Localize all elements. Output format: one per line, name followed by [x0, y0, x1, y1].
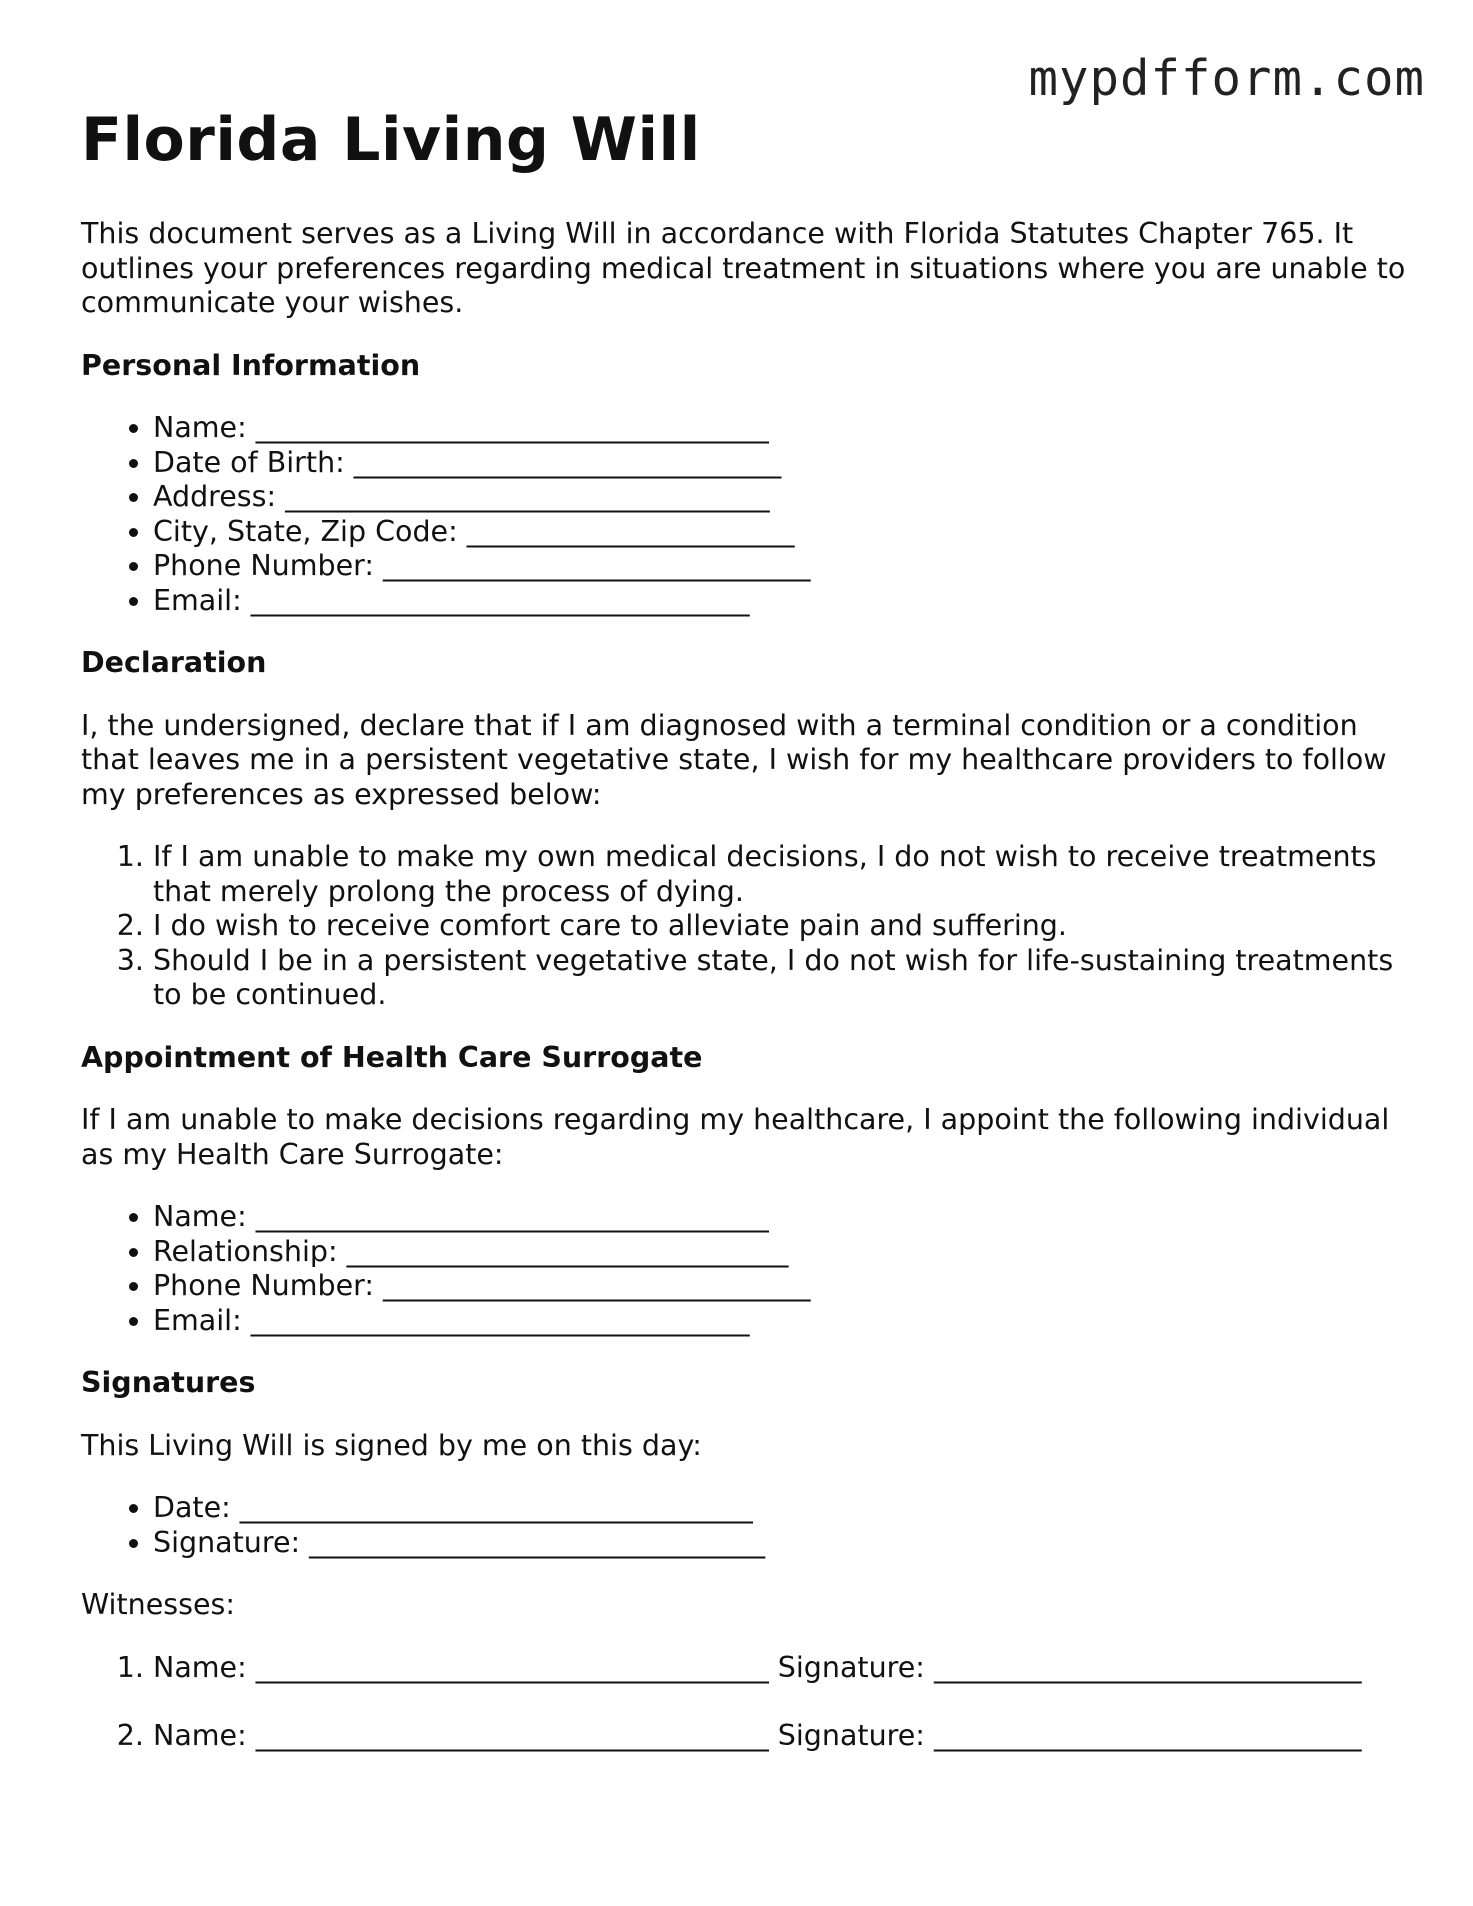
declaration-item: 3. Should I be in a persistent vegetative state, I do not wish for life-sustaining treatments to be continued.: [153, 944, 1411, 1013]
surrogate-field-relationship[interactable]: • Relationship: _______________________________: [153, 1235, 1411, 1270]
declaration-text: I, the undersigned, declare that if I am diagnosed with a terminal condition or a condition that leaves me in a persistent vegetative state, I wish for my healthcare providers to follow my preferences as expressed below:: [81, 708, 1387, 811]
declaration-heading: Declaration: [81, 646, 267, 679]
witness-field[interactable]: 2. Name: ____________________________________ Signature: ______________________________: [153, 1719, 1411, 1754]
witnesses-label: Witnesses:: [81, 1588, 235, 1621]
surrogate-heading: Appointment of Health Care Surrogate: [81, 1040, 703, 1074]
watermark: mypdfform.com: [1028, 50, 1425, 107]
surrogate-field-phone[interactable]: • Phone Number: ______________________________: [153, 1269, 1411, 1304]
surrogate-field-name[interactable]: • Name: ____________________________________: [153, 1200, 1411, 1235]
declaration-item: 2. I do wish to receive comfort care to alleviate pain and suffering.: [153, 909, 1411, 944]
field-city-state-zip[interactable]: • City, State, Zip Code: _______________________: [153, 515, 1411, 550]
document-page: [81, 100, 1411, 1754]
surrogate-list: [81, 1200, 1411, 1338]
personal-info-list: [81, 411, 1411, 618]
witness-field[interactable]: 1. Name: ____________________________________ Signature: ______________________________: [153, 1651, 1411, 1686]
signature-field-date[interactable]: • Date: ____________________________________: [153, 1491, 1411, 1526]
surrogate-text: If I am unable to make decisions regarding my healthcare, I appoint the following individual as my Health Care Surrogate:: [81, 1103, 1390, 1171]
field-phone[interactable]: • Phone Number: ______________________________: [153, 549, 1411, 584]
field-date-of-birth[interactable]: • Date of Birth: ______________________________: [153, 446, 1411, 481]
personal-info-heading: Personal Information: [81, 348, 421, 382]
intro-paragraph: This document serves as a Living Will in accordance with Florida Statutes Chapter 765. It outlines your preferences regarding medical treatment in situations where you are unable to communicate your wishes.: [81, 217, 1406, 319]
declaration-item: 1. If I am unable to make my own medical decisions, I do not wish to receive treatments that merely prolong the process of dying.: [153, 840, 1411, 909]
signatures-list: [81, 1491, 1411, 1560]
page-title: Florida Living Will: [81, 105, 701, 175]
signatures-text: This Living Will is signed by me on this day:: [81, 1428, 702, 1462]
witnesses-list: [81, 1651, 1411, 1754]
signatures-heading: Signatures: [81, 1366, 256, 1399]
signature-field-signature[interactable]: • Signature: ________________________________: [153, 1526, 1411, 1561]
field-name[interactable]: • Name: ____________________________________: [153, 411, 1411, 446]
declaration-list: [81, 840, 1411, 1013]
field-address[interactable]: • Address: __________________________________: [153, 480, 1411, 515]
surrogate-field-email[interactable]: • Email: ___________________________________: [153, 1304, 1411, 1339]
field-email[interactable]: • Email: ___________________________________: [153, 584, 1411, 619]
